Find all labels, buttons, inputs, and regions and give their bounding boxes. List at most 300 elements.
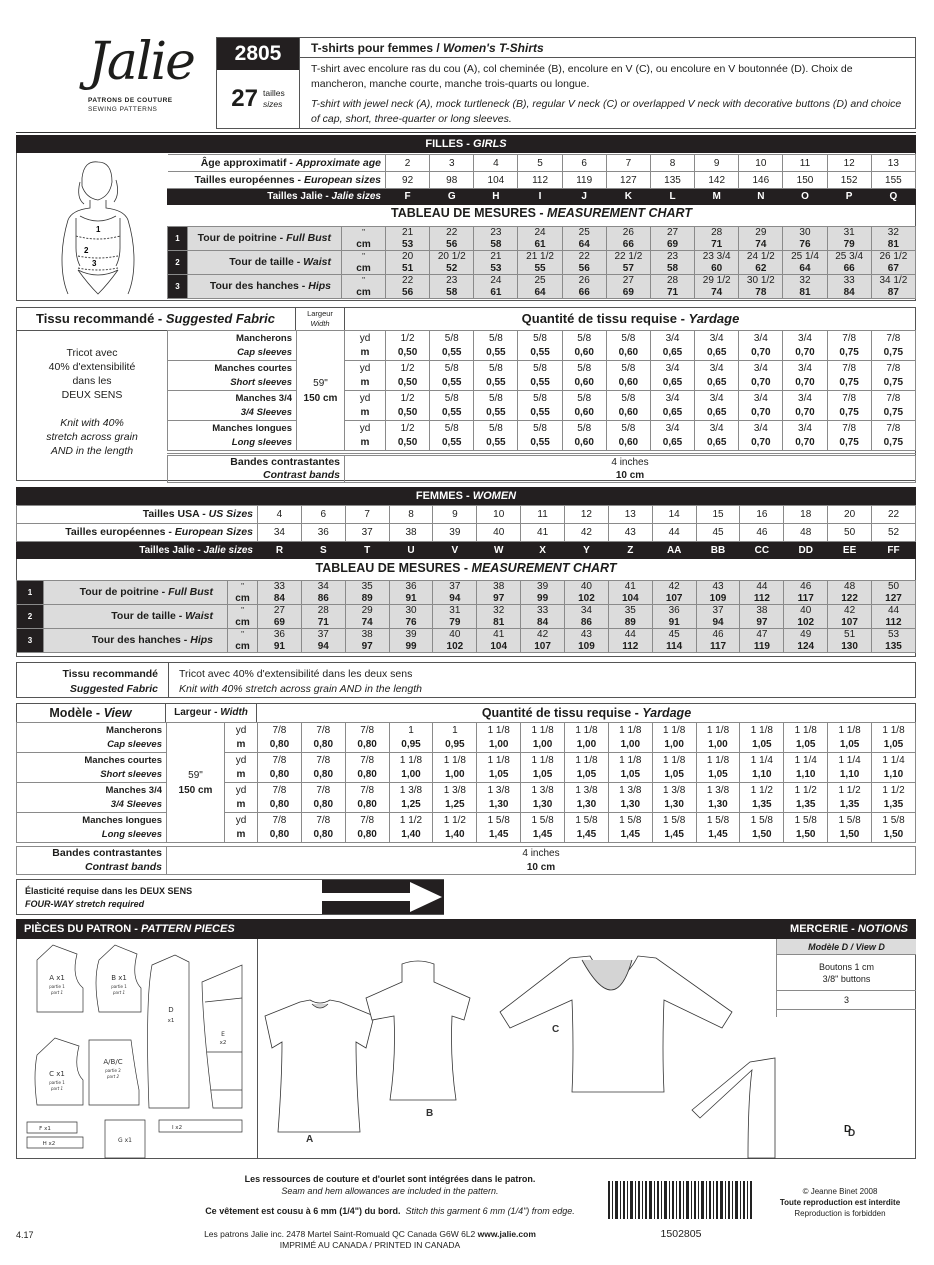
- cm-cell: 56: [386, 287, 430, 299]
- women-chart-title: [16, 561, 916, 575]
- yd-cell: 1/2: [386, 421, 430, 436]
- measurement-number: 2: [17, 605, 44, 629]
- yd-cell: 1 5/8: [828, 813, 872, 828]
- measurement-row: [168, 275, 916, 287]
- inch-cell: 25: [562, 227, 606, 239]
- unit-cm: cm: [228, 641, 258, 653]
- yd-cell: 1 1/8: [477, 723, 521, 738]
- cm-cell: 104: [477, 641, 521, 653]
- unit-yd: yd: [345, 331, 386, 346]
- svg-text:D: D: [168, 1006, 174, 1014]
- svg-text:partie 1: partie 1: [111, 984, 127, 989]
- cm-cell: 127: [872, 593, 916, 605]
- inch-cell: 38: [345, 629, 389, 641]
- unit-cm: cm: [342, 263, 386, 275]
- m-cell: 0,60: [562, 376, 606, 391]
- pattern-number-box: [217, 38, 300, 128]
- inch-cell: 40: [784, 605, 828, 617]
- cm-cell: 61: [474, 287, 518, 299]
- sleeve-label-en: Short sleeves: [17, 768, 167, 783]
- jalie-sizes-row: [17, 542, 916, 559]
- seam-note-fr: Les ressources de couture et d'ourlet sont intégrées dans le patron.: [244, 1174, 536, 1184]
- inch-cell: 37: [301, 629, 345, 641]
- cm-cell: 130: [828, 641, 872, 653]
- fabric-desc-line: Tricot avec: [66, 347, 118, 359]
- inch-cell: 48: [828, 581, 872, 593]
- yd-cell: 7/8: [827, 421, 871, 436]
- age-cell: 13: [871, 155, 915, 172]
- cm-cell: 53: [386, 239, 430, 251]
- m-cell: 0,55: [518, 406, 562, 421]
- us-label: [17, 506, 258, 524]
- m-cell: 1,05: [477, 768, 521, 783]
- euro-size-cell: 155: [871, 172, 915, 189]
- label-fr: Tour de poitrine -: [79, 586, 169, 598]
- notions-view: Modèle D / View D: [777, 939, 916, 955]
- pattern-number: 2805: [217, 38, 299, 70]
- inch-cell: 44: [740, 581, 784, 593]
- inch-cell: 34 1/2: [871, 275, 915, 287]
- m-cell: 0,60: [606, 376, 650, 391]
- cm-cell: 71: [650, 287, 694, 299]
- cm-cell: 62: [739, 263, 783, 275]
- inch-cell: 24 1/2: [739, 251, 783, 263]
- euro-size-cell: 39: [433, 524, 477, 542]
- m-cell: 1,05: [696, 768, 740, 783]
- m-cell: 1,05: [872, 738, 916, 753]
- yd-cell: 7/8: [258, 753, 302, 768]
- m-cell: 0,70: [783, 406, 827, 421]
- unit-yd: yd: [225, 753, 258, 768]
- m-cell: 0,75: [827, 436, 871, 451]
- us-size-cell: 7: [345, 506, 389, 524]
- jalie-label-fr: Tailles Jalie -: [267, 191, 332, 202]
- yd-cell: 5/8: [474, 361, 518, 376]
- m-cell: 0,75: [871, 376, 915, 391]
- seam-note-en: Seam and hem allowances are included in the pattern.: [281, 1186, 499, 1196]
- jalie-size-cell: EE: [828, 542, 872, 559]
- arrow-right-icon: [322, 880, 444, 914]
- stretch-fr: Élasticité requise dans les DEUX SENS: [25, 886, 193, 896]
- unit-m: m: [225, 738, 258, 753]
- svg-text:D: D: [848, 1128, 856, 1139]
- cm-cell: 56: [430, 239, 474, 251]
- svg-text:F x1: F x1: [39, 1126, 51, 1132]
- cm-cell: 112: [872, 617, 916, 629]
- yd-cell: 1 1/2: [784, 783, 828, 798]
- euro-size-cell: 52: [872, 524, 916, 542]
- m-cell: 0,70: [739, 346, 783, 361]
- yardage-row: [17, 753, 916, 768]
- cm-cell: 58: [430, 287, 474, 299]
- cm-cell: 94: [433, 593, 477, 605]
- svg-text:A: A: [306, 1134, 314, 1145]
- m-cell: 1,30: [521, 798, 565, 813]
- yd-cell: 1/2: [386, 391, 430, 406]
- cm-cell: 91: [389, 593, 433, 605]
- yd-cell: 1 1/8: [784, 723, 828, 738]
- yd-cell: 5/8: [518, 391, 562, 406]
- jalie-size-cell: H: [474, 189, 518, 205]
- inch-cell: 26: [562, 275, 606, 287]
- m-cell: 1,10: [828, 768, 872, 783]
- cm-cell: 81: [477, 617, 521, 629]
- yardage-row: [17, 813, 916, 828]
- yd-cell: 1 5/8: [521, 813, 565, 828]
- cm-cell: 91: [258, 641, 302, 653]
- width-inches: 59": [313, 377, 328, 389]
- chart-title-en: MEASUREMENT CHART: [547, 206, 692, 220]
- cm-cell: 135: [872, 641, 916, 653]
- inch-cell: 20: [386, 251, 430, 263]
- measurement-label: [44, 581, 228, 605]
- m-cell: 0,70: [783, 346, 827, 361]
- girls-bands-table: [167, 453, 916, 483]
- svg-text:partie 2: partie 2: [105, 1068, 121, 1073]
- age-cell: 9: [695, 155, 739, 172]
- yd-cell: 5/8: [430, 331, 474, 346]
- m-cell: 1,45: [477, 828, 521, 843]
- yardage-row: [168, 361, 916, 376]
- label-fr: Tour des hanches -: [209, 280, 309, 292]
- view-header: [16, 704, 166, 722]
- yd-cell: 1/2: [386, 331, 430, 346]
- fabric-width: [297, 331, 345, 451]
- fabric-label-en: Suggested Fabric: [69, 683, 158, 695]
- m-cell: 0,70: [739, 406, 783, 421]
- inch-cell: 23: [430, 275, 474, 287]
- yd-cell: 7/8: [258, 813, 302, 828]
- sleeve-label-fr: Mancherons: [17, 723, 167, 738]
- yd-cell: 7/8: [301, 753, 345, 768]
- inch-cell: 31: [433, 605, 477, 617]
- yd-cell: 3/4: [695, 421, 739, 436]
- jalie-size-cell: W: [477, 542, 521, 559]
- euro-size-cell: 34: [258, 524, 302, 542]
- bands-label-en: Contrast bands: [168, 469, 345, 483]
- euro-sizes-row: [17, 524, 916, 542]
- yd-cell: 1 1/2: [828, 783, 872, 798]
- fabric-desc-line: dans les: [72, 375, 112, 387]
- inch-cell: 42: [828, 605, 872, 617]
- yd-cell: 3/4: [783, 391, 827, 406]
- m-cell: 0,75: [871, 436, 915, 451]
- jalie-size-cell: Z: [608, 542, 652, 559]
- girls-bar-fr: FILLES -: [425, 138, 474, 150]
- yd-cell: 5/8: [562, 331, 606, 346]
- label-fr: Tailles USA -: [142, 508, 209, 520]
- us-size-cell: 16: [740, 506, 784, 524]
- inch-cell: 32: [871, 227, 915, 239]
- jalie-logo: [80, 32, 205, 128]
- m-cell: 0,70: [739, 376, 783, 391]
- yd-cell: 7/8: [345, 783, 389, 798]
- yd-cell: 3/4: [650, 391, 694, 406]
- m-cell: 1,00: [652, 738, 696, 753]
- m-cell: 1,05: [740, 738, 784, 753]
- yd-cell: 3/4: [783, 331, 827, 346]
- m-cell: 0,80: [258, 798, 302, 813]
- m-cell: 1,05: [828, 738, 872, 753]
- m-cell: 0,80: [301, 798, 345, 813]
- inch-cell: 53: [872, 629, 916, 641]
- m-cell: 1,05: [565, 768, 609, 783]
- yardage-row: [168, 331, 916, 346]
- unit-inch: ": [228, 629, 258, 641]
- website-link: www.jalie.com: [477, 1229, 536, 1239]
- cm-cell: 56: [562, 263, 606, 275]
- m-cell: 0,80: [258, 768, 302, 783]
- cm-cell: 74: [345, 617, 389, 629]
- inch-cell: 21: [474, 251, 518, 263]
- cm-cell: 104: [608, 593, 652, 605]
- cm-cell: 87: [871, 287, 915, 299]
- inch-cell: 37: [696, 605, 740, 617]
- unit-m: m: [345, 436, 386, 451]
- cm-cell: 81: [783, 287, 827, 299]
- m-cell: 0,50: [386, 436, 430, 451]
- inch-cell: 41: [608, 581, 652, 593]
- m-cell: 0,80: [345, 738, 389, 753]
- fabric-desc-en: Knit with 40% stretch across grain AND in the length: [179, 683, 422, 695]
- stitch-note-fr: Ce vêtement est cousu à 6 mm (1/4") du bord.: [205, 1206, 401, 1216]
- width-cm: 150 cm: [178, 784, 213, 796]
- svg-text:A x1: A x1: [49, 974, 65, 982]
- size-count: 27: [231, 85, 258, 112]
- brand-name: Jalie: [88, 32, 194, 92]
- m-cell: 1,00: [696, 738, 740, 753]
- inch-cell: 24: [474, 275, 518, 287]
- us-size-cell: 12: [565, 506, 609, 524]
- m-cell: 1,50: [828, 828, 872, 843]
- cm-cell: 114: [652, 641, 696, 653]
- measurement-number: 3: [17, 629, 44, 653]
- inch-cell: 26: [606, 227, 650, 239]
- yd-cell: 3/4: [650, 331, 694, 346]
- inch-cell: 33: [521, 605, 565, 617]
- sleeve-label-fr: Manches longues: [168, 421, 297, 436]
- description-en: T-shirt with jewel neck (A), mock turtleneck (B), regular V neck (C) or overlapped V neck with decorative buttons (D) and choice of cap, short, three-quarter or long sleeves.: [311, 98, 902, 125]
- label-fr: Tour de poitrine -: [197, 232, 287, 244]
- inch-cell: 43: [565, 629, 609, 641]
- view-d-label: D: [844, 1124, 852, 1135]
- euro-size-cell: 98: [430, 172, 474, 189]
- width-cm: 150 cm: [303, 392, 338, 404]
- jalie-size-cell: L: [650, 189, 694, 205]
- age-cell: 10: [739, 155, 783, 172]
- euro-size-cell: 44: [652, 524, 696, 542]
- yd-cell: 3/4: [695, 331, 739, 346]
- euro-size-cell: 127: [606, 172, 650, 189]
- inch-cell: 22: [430, 227, 474, 239]
- pieces-title-en: PATTERN PIECES: [140, 923, 235, 935]
- svg-text:3: 3: [92, 259, 97, 268]
- cm-cell: 107: [828, 617, 872, 629]
- cm-cell: 66: [562, 287, 606, 299]
- yd-cell: 1 3/8: [565, 783, 609, 798]
- m-cell: 0,65: [695, 406, 739, 421]
- yd-cell: 1 1/4: [740, 753, 784, 768]
- rights-fr: Toute reproduction est interdite: [779, 1198, 901, 1207]
- yd-cell: 3/4: [739, 331, 783, 346]
- m-cell: 1,00: [565, 738, 609, 753]
- yd-cell: 5/8: [562, 391, 606, 406]
- m-cell: 0,50: [386, 376, 430, 391]
- euro-size-cell: 146: [739, 172, 783, 189]
- inch-cell: 46: [784, 581, 828, 593]
- m-cell: 1,05: [608, 768, 652, 783]
- svg-text:x2: x2: [219, 1040, 227, 1046]
- us-size-cell: 22: [872, 506, 916, 524]
- pattern-pieces-diagram-icon: [17, 940, 256, 1158]
- unit-inch: ": [228, 605, 258, 617]
- yd-cell: 7/8: [301, 723, 345, 738]
- m-cell: 0,65: [695, 436, 739, 451]
- jalie-size-cell: Y: [565, 542, 609, 559]
- inch-cell: 29: [345, 605, 389, 617]
- m-cell: 0,95: [389, 738, 433, 753]
- jalie-size-cell: S: [301, 542, 345, 559]
- cm-cell: 112: [740, 593, 784, 605]
- yd-cell: 1 1/4: [872, 753, 916, 768]
- sleeve-label-en: Long sleeves: [17, 828, 167, 843]
- cm-cell: 107: [521, 641, 565, 653]
- width-header-fr: Largeur: [307, 309, 333, 318]
- women-fabric-box: [16, 662, 916, 698]
- yd-cell: 1 5/8: [565, 813, 609, 828]
- bands-cm: 10 cm: [167, 861, 916, 875]
- euro-size-cell: 36: [301, 524, 345, 542]
- unit-inch: ": [342, 227, 386, 239]
- cm-cell: 119: [740, 641, 784, 653]
- yd-cell: 3/4: [650, 421, 694, 436]
- m-cell: 0,80: [301, 768, 345, 783]
- m-cell: 1,05: [521, 768, 565, 783]
- measurement-label: [188, 227, 342, 251]
- cm-cell: 81: [871, 239, 915, 251]
- notions-title-fr: MERCERIE -: [790, 923, 858, 935]
- yd-cell: 1 5/8: [784, 813, 828, 828]
- m-cell: 0,75: [827, 376, 871, 391]
- rights-en: Reproduction is forbidden: [794, 1209, 886, 1218]
- inch-cell: 24: [518, 227, 562, 239]
- inch-cell: 39: [389, 629, 433, 641]
- pattern-header: [216, 37, 916, 129]
- age-cell: 6: [562, 155, 606, 172]
- sleeve-label-en: Short sleeves: [168, 376, 297, 391]
- svg-text:E: E: [221, 1031, 225, 1038]
- unit-cm: cm: [342, 287, 386, 299]
- m-cell: 0,95: [433, 738, 477, 753]
- label-fr: Tour de taille -: [111, 610, 186, 622]
- unit-yd: yd: [345, 361, 386, 376]
- unit-cm: cm: [228, 593, 258, 605]
- cm-cell: 94: [696, 617, 740, 629]
- jalie-size-cell: G: [430, 189, 474, 205]
- inch-cell: 30: [389, 605, 433, 617]
- yd-cell: 5/8: [606, 391, 650, 406]
- yd-cell: 1 1/8: [433, 753, 477, 768]
- euro-size-cell: 142: [695, 172, 739, 189]
- sleeve-label-fr: Manches longues: [17, 813, 167, 828]
- unit-m: m: [225, 828, 258, 843]
- inch-cell: 30: [783, 227, 827, 239]
- label-fr: Tour de taille -: [229, 256, 304, 268]
- cm-cell: 76: [389, 617, 433, 629]
- yd-cell: 7/8: [258, 783, 302, 798]
- m-cell: 0,60: [606, 346, 650, 361]
- yd-cell: 1 1/8: [696, 753, 740, 768]
- jalie-size-cell: J: [562, 189, 606, 205]
- label-en: Waist: [303, 256, 331, 268]
- euro-size-cell: 104: [474, 172, 518, 189]
- yd-cell: 1 1/8: [565, 723, 609, 738]
- cm-cell: 52: [430, 263, 474, 275]
- label-fr: Tailles Jalie -: [139, 544, 204, 556]
- yd-cell: 1 3/8: [696, 783, 740, 798]
- jalie-label-en: Jalie sizes: [331, 191, 381, 202]
- measurement-number: 2: [168, 251, 188, 275]
- version-number: 4.17: [16, 1230, 34, 1240]
- yd-cell: 7/8: [345, 723, 389, 738]
- measurement-row: [168, 227, 916, 239]
- cm-cell: 79: [433, 617, 477, 629]
- m-cell: 0,50: [386, 346, 430, 361]
- sleeve-label-fr: Manches 3/4: [168, 391, 297, 406]
- view-header-fr: Modèle -: [49, 706, 104, 720]
- barcode-number: 1502805: [660, 1228, 702, 1240]
- sleeve-label-en: Cap sleeves: [168, 346, 297, 361]
- m-cell: 0,75: [871, 406, 915, 421]
- yd-cell: 1 1/8: [696, 723, 740, 738]
- m-cell: 1,00: [521, 738, 565, 753]
- inch-cell: 34: [301, 581, 345, 593]
- svg-text:C x1: C x1: [49, 1070, 65, 1078]
- sleeve-label-fr: Mancherons: [168, 331, 297, 346]
- jalie-size-cell: U: [389, 542, 433, 559]
- unit-m: m: [345, 346, 386, 361]
- us-size-cell: 9: [433, 506, 477, 524]
- unit-cm: cm: [228, 617, 258, 629]
- unit-inch: ": [342, 251, 386, 263]
- women-section-bar: [16, 487, 916, 505]
- girls-fabric-header: [16, 308, 296, 330]
- yd-cell: 7/8: [827, 361, 871, 376]
- jalie-size-cell: F: [386, 189, 430, 205]
- yd-cell: 1 1/8: [389, 753, 433, 768]
- inch-cell: 25: [518, 275, 562, 287]
- inch-cell: 41: [477, 629, 521, 641]
- cm-cell: 74: [739, 239, 783, 251]
- m-cell: 0,60: [606, 406, 650, 421]
- inch-cell: 44: [608, 629, 652, 641]
- m-cell: 1,30: [652, 798, 696, 813]
- m-cell: 0,75: [871, 346, 915, 361]
- inch-cell: 51: [828, 629, 872, 641]
- m-cell: 1,00: [477, 738, 521, 753]
- yd-cell: 3/4: [739, 421, 783, 436]
- cm-cell: 58: [474, 239, 518, 251]
- yd-cell: 3/4: [695, 361, 739, 376]
- m-cell: 1,40: [433, 828, 477, 843]
- euro-size-cell: 112: [518, 172, 562, 189]
- stitch-note-en: Stitch this garment 6 mm (1/4") from edge.: [405, 1206, 575, 1216]
- measurement-label: [188, 275, 342, 299]
- fabric-label-fr: Tissu recommandé: [62, 668, 158, 680]
- yd-cell: 7/8: [301, 783, 345, 798]
- divider: [16, 132, 916, 133]
- notions-box: [776, 939, 916, 1017]
